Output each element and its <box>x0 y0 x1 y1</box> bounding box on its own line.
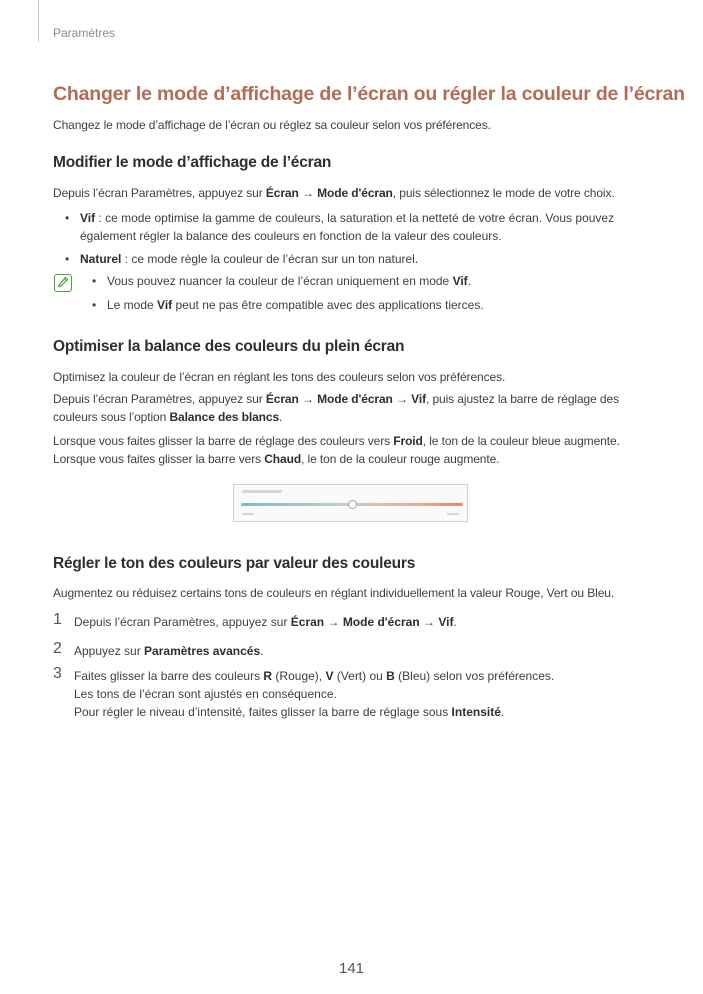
section3-paragraph: Augmentez ou réduisez certains tons de couleurs en réglant individuellement la valeur Rouge, Vert ou Bleu. <box>53 586 615 600</box>
step-number-2: 2 <box>53 640 62 657</box>
step-number-3: 3 <box>53 665 62 682</box>
section1-heading: Modifier le mode d’affichage de l’écran <box>53 154 332 171</box>
section1-paragraph: Depuis l’écran Paramètres, appuyez sur Écran → Mode d'écran, puis sélectionnez le mode de votre choix. <box>53 186 615 200</box>
list-item-vif: • Vif : ce mode optimise la gamme de couleurs, la saturation et la netteté de votre écran. Vous pouvez également régler la balance des couleurs en fonction de la valeur des couleurs. <box>65 211 615 243</box>
step-1-text: Depuis l’écran Paramètres, appuyez sur Écran → Mode d'écran → Vif. <box>74 615 457 629</box>
cool-label-placeholder <box>242 513 254 515</box>
page-number: 141 <box>338 960 365 977</box>
intro-text: Changez le mode d’affichage de l’écran ou réglez sa couleur selon vos préférences. <box>53 118 491 132</box>
step-2-text: Appuyez sur Paramètres avancés. <box>74 644 264 658</box>
note-item-1: • Vous pouvez nuancer la couleur de l’écran uniquement en mode Vif. <box>92 274 472 288</box>
color-balance-thumb <box>348 500 357 509</box>
list-item-naturel: • Naturel : ce mode règle la couleur de l’écran sur un ton naturel. <box>65 252 419 266</box>
white-balance-screenshot <box>233 484 468 522</box>
warm-label-placeholder <box>447 513 459 515</box>
image-label-placeholder <box>242 490 282 493</box>
section2-paragraph-3: Lorsque vous faites glisser la barre de réglage des couleurs vers Froid, le ton de la couleur bleue augmente. Lorsque vous faites glisser la barre vers Chaud, le ton de la couleur rouge augmente. <box>53 434 620 466</box>
page-title: Changer le mode d’affichage de l’écran ou régler la couleur de l’écran <box>53 83 685 105</box>
header-rule <box>38 0 39 42</box>
section2-paragraph-1: Optimisez la couleur de l’écran en réglant les tons des couleurs selon vos préférences. <box>53 370 506 384</box>
page-header: Paramètres <box>53 26 116 40</box>
note-item-2: • Le mode Vif peut ne pas être compatible avec des applications tierces. <box>92 298 484 312</box>
section2-heading: Optimiser la balance des couleurs du plein écran <box>53 338 405 355</box>
section3-heading: Régler le ton des couleurs par valeur des couleurs <box>53 555 416 572</box>
step-3-text: Faites glisser la barre des couleurs R (Rouge), V (Vert) ou B (Bleu) selon vos préférences. Les tons de l’écran sont ajustés en conséquence. Pour régler le niveau d’intensité, faites glisser la barre de réglage sous Intensité. <box>74 669 555 719</box>
note-pencil-icon <box>54 274 72 292</box>
section2-paragraph-2: Depuis l’écran Paramètres, appuyez sur Écran → Mode d'écran → Vif, puis ajustez la barre de réglage des couleurs sous l’option Balance des blancs. <box>53 392 619 424</box>
step-number-1: 1 <box>53 611 62 628</box>
